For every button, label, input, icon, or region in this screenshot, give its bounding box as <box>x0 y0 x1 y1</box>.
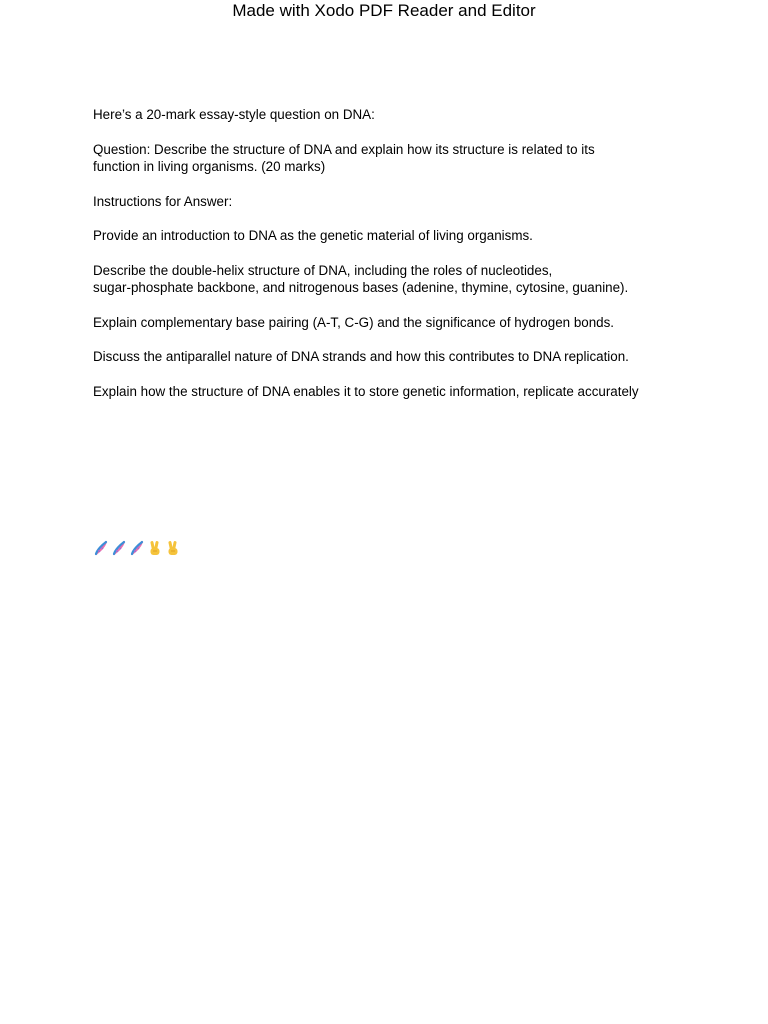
question-line-1: Question: Describe the structure of DNA and explain how its structure is related to its <box>93 141 595 157</box>
watermark-text: Made with Xodo PDF Reader and Editor <box>232 1 536 20</box>
victory-hand-icon <box>165 539 181 557</box>
emoji-row <box>93 538 181 558</box>
victory-hand-icon <box>147 539 163 557</box>
point-2-line-2: sugar-phosphate backbone, and nitrogenous bases (adenine, thymine, cytosine, guanine). <box>93 280 629 295</box>
instruction-point-5: Explain how the structure of DNA enables it to store genetic information, replicate accurately <box>93 383 639 399</box>
instruction-point-2 <box>93 262 693 297</box>
intro-line: Here’s a 20-mark essay-style question on DNA: <box>93 107 375 122</box>
question-line-2: function in living organisms. (20 marks) <box>93 159 326 174</box>
dna-icon <box>111 539 127 557</box>
question-paragraph <box>93 141 693 176</box>
instruction-point-1: Provide an introduction to DNA as the genetic material of living organisms. <box>93 228 533 243</box>
dna-icon <box>129 539 145 557</box>
document-body <box>93 106 693 417</box>
instruction-point-3: Explain complementary base pairing (A-T, C-G) and the significance of hydrogen bonds. <box>93 314 615 330</box>
instruction-point-4: Discuss the antiparallel nature of DNA strands and how this contributes to DNA replication. <box>93 349 629 364</box>
instructions-heading: Instructions for Answer: <box>93 193 233 209</box>
dna-icon <box>93 539 109 557</box>
point-2-line-1: Describe the double-helix structure of DNA, including the roles of nucleotides, <box>93 262 553 278</box>
